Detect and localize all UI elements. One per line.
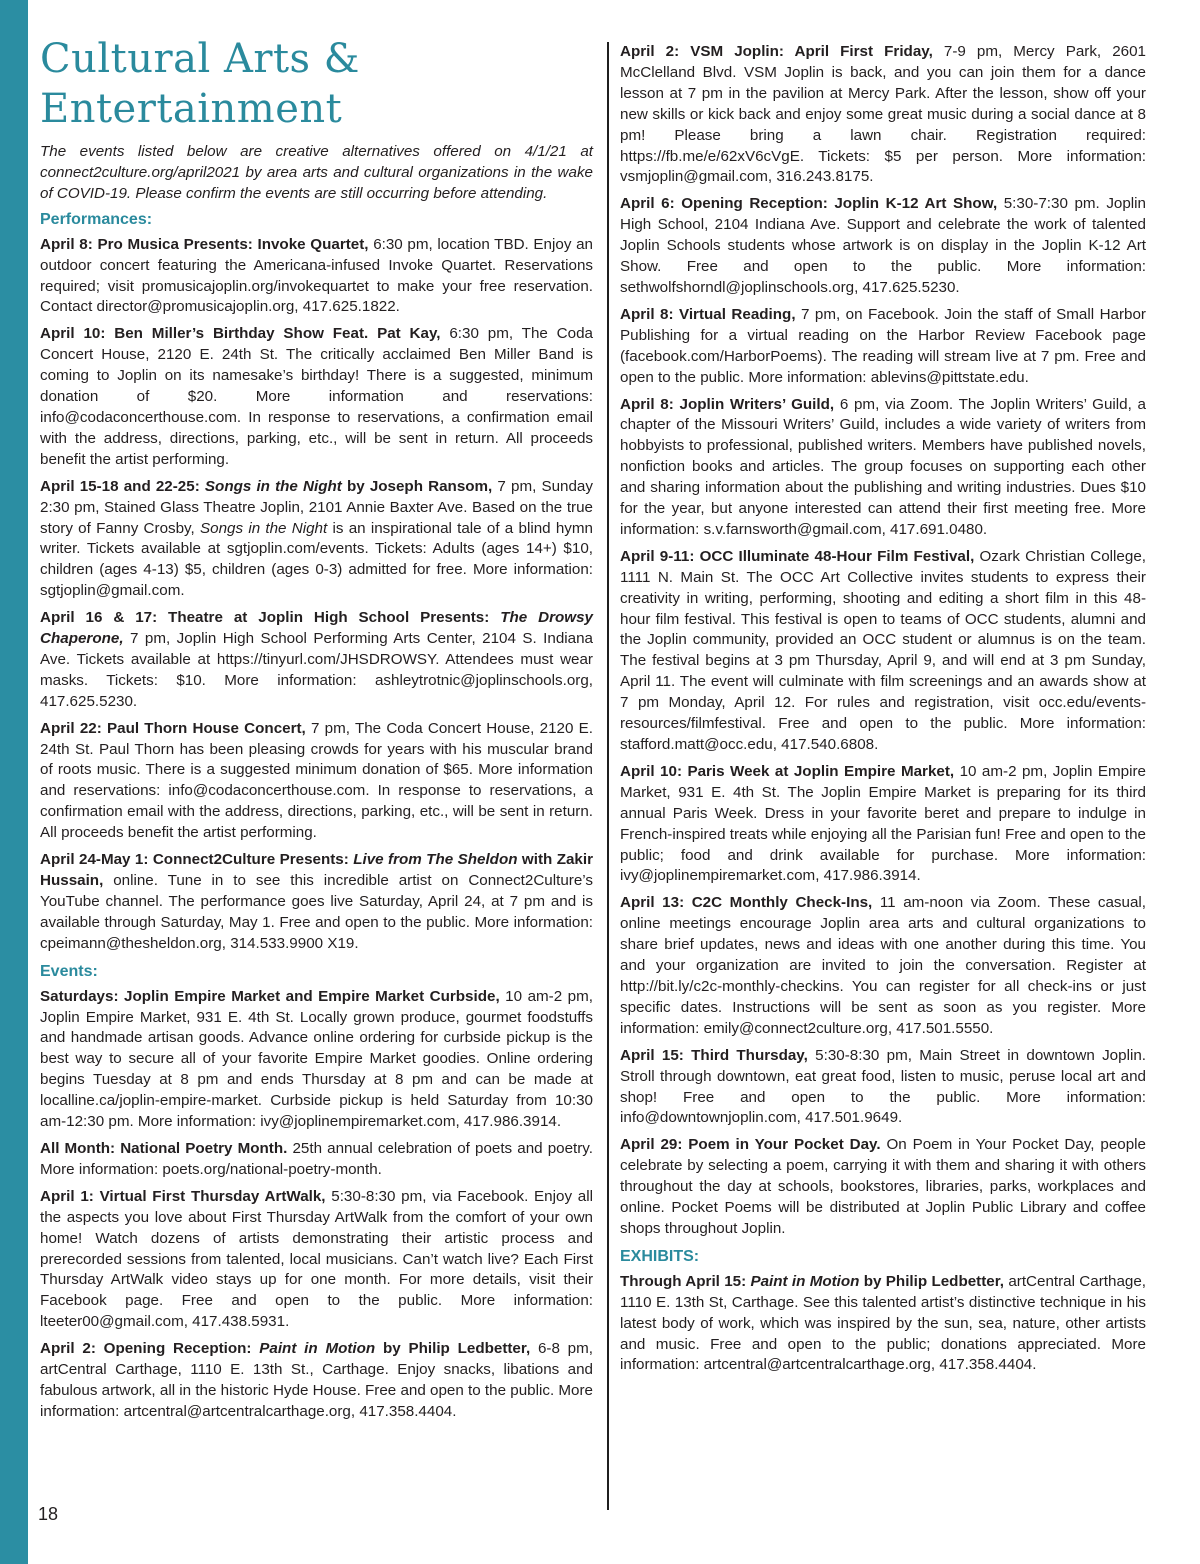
page-title: Cultural Arts & Entertainment	[40, 36, 360, 132]
event-item: April 10: Paris Week at Joplin Empire Market, 10 am-2 pm, Joplin Empire Market, 931 E. 4th St. The Joplin Empire Market is preparing for its third annual Paris Week. Dress in your favorite beret and prepare to indulge in French-inspired treats while enjoying all the Parisian fun! Free and open to the public; food and drink available for purchase. More information: ivy@joplinempiremarket.com, 417.986.3914.	[620, 762, 1146, 885]
event-item: April 8: Joplin Writers’ Guild, 6 pm, via Zoom. The Joplin Writers’ Guild, a chapter of the Missouri Writers’ Guild, includes a wide variety of writers from hobbyists to professional, published writers. Members have published novels, nonfiction books and articles. The group focuses on supporting each other and sharing information about the publishing and writing industries. Dues $10 for the year, but anyone interested can attend their first meeting free. More information: s.v.farnsworth@gmail.com, 417.691.0480.	[620, 395, 1147, 538]
exhibits-heading: EXHIBITS:	[620, 1247, 700, 1265]
event-item: April 6: Opening Reception: Joplin K-12 Art Show, 5:30-7:30 pm. Joplin High School, 2104 Indiana Ave. Support and celebrate the work of talented Joplin Schools students whose artwork is on display in the Joplin K-12 Art Show. Free and open to the public. More information: sethwolfshorndl@joplinschools.org, 417.625.5230.	[620, 195, 1146, 296]
event-item: April 24-May 1: Connect2Culture Presents: Live from The Sheldon with Zakir Hussain, online. Tune in to see this incredible artist on Connect2Culture’s YouTube channel. The performance goes live Saturday, April 24, at 7 pm and is available through Saturday, May 1. Free and open to the public. More information: cpeimann@thesheldon.org, 314.533.9900 X19.	[40, 851, 593, 952]
event-item: April 2: Opening Reception: Paint in Motion by Philip Ledbetter, 6-8 pm, artCentral Carthage, 1110 E. 13th St., Carthage. Enjoy snacks, libations and fabulous artwork, all in the historic Hyde House. Free and open to the public. More information: artcentral@artcentralcarthage.org, 417.358.4404.	[40, 1340, 593, 1420]
event-item: April 13: C2C Monthly Check-Ins, 11 am-noon via Zoom. These casual, online meetings encourage Joplin area arts and cultural organizations to share brief updates, news and ideas with one another during this time. You and your organization are invited to join the conversation. Register at http://bit.ly/c2c-monthly-checkins. You can register for all check-ins or just specific dates. Instructions will be sent as soon as you register. More information: emily@connect2culture.org, 417.501.5550.	[620, 894, 1146, 1037]
event-item: April 1: Virtual First Thursday ArtWalk, 5:30-8:30 pm, via Facebook. Enjoy all the aspects you love about First Thursday ArtWalk from the comfort of your own home! Watch dozens of artists demonstrating their artistic process and prerecorded sessions from talented, local musicians. Can’t watch live? Each First Thursday ArtWalk video stays up for one month. For more details, visit their Facebook page. Free and open to the public. More information: lteeter00@gmail.com, 417.438.5931.	[40, 1187, 593, 1331]
event-item: April 8: Virtual Reading, 7 pm, on Facebook. Join the staff of Small Harbor Publishing for a virtual reading on the Harbor Review Facebook page (facebook.com/HarborPoems). The reading will stream live at 7 pm. Free and open to the public. More information: ablevins@pittstate.edu.	[620, 305, 1146, 386]
exhibit-item: Through April 15: Paint in Motion by Philip Ledbetter, artCentral Carthage, 1110 E. 13th St, Carthage. See this talented artist’s distinctive technique in his latest body of work, which was inspired by the sun, sea, nature, other artists and music. Free and open to the public; donations appreciated. More information: artcentral@artcentralcarthage.org, 417.358.4404.	[620, 1272, 1146, 1374]
left-accent-bar	[0, 0, 28, 1564]
left-column	[40, 0, 593, 1429]
event-item: April 15-18 and 22-25: Songs in the Night by Joseph Ransom, 7 pm, Sunday 2:30 pm, Stained Glass Theatre Joplin, 2101 Annie Baxter Ave. Based on the true story of Fanny Crosby, Songs in the Night is an inspirational tale of a blind hymn writer. Tickets available at sgtjoplin.com/events. Tickets: Adults (ages 14+) $10, children (ages 4-13) $5, children (ages 0-3) admitted for free. More information: sgtjoplin@gmail.com.	[40, 477, 593, 600]
event-item: All Month: National Poetry Month. 25th annual celebration of poets and poetry. More information: poets.org/national-poetry-month.	[40, 1139, 593, 1178]
events-heading: Events:	[40, 962, 98, 980]
event-item: April 22: Paul Thorn House Concert, 7 pm, The Coda Concert House, 2120 E. 24th St. Paul Thorn has been pleasing crowds for years with his muscular brand of roots music. There is a suggested minimum donation of $65. More information and reservations: info@codaconcerthouse.com. In response to reservations, a confirmation email with the address, directions, parking, etc., will be sent in return. All proceeds benefit the artist performing.	[40, 719, 593, 842]
event-item: April 15: Third Thursday, 5:30-8:30 pm, Main Street in downtown Joplin. Stroll through downtown, eat great food, listen to music, peruse local art and shop! Free and open to the public. More information: info@downtownjoplin.com, 417.501.9649.	[620, 1046, 1146, 1127]
column-divider	[607, 42, 609, 1510]
right-column	[620, 42, 1146, 1382]
event-item: April 2: VSM Joplin: April First Friday, 7-9 pm, Mercy Park, 2601 McClelland Blvd. VSM Joplin is back, and you can join them for a dance lesson at 7 pm in the pavilion at Mercy Park. After the lesson, show off your new skills or kick back and enjoy some great music during a social dance at 8 pm! Please bring a lawn chair. Registration required: https://fb.me/e/62xV6cVgE. Tickets: $5 per person. More information: vsmjoplin@gmail.com, 316.243.8175.	[620, 43, 1146, 186]
intro-text: The events listed below are creative alternatives offered on 4/1/21 at connect2culture.org/april2021 by area arts and cultural organizations in the wake of COVID-19. Please confirm the events are still occurring before attending.	[40, 143, 593, 202]
event-item: April 29: Poem in Your Pocket Day. On Poem in Your Pocket Day, people celebrate by selecting a poem, carrying it with them and sharing it with others throughout the day at schools, bookstores, libraries, parks, workplaces and online. Pocket Poems will be distributed at Joplin Public Library and coffee shops throughout Joplin.	[620, 1136, 1147, 1237]
event-item: April 16 & 17: Theatre at Joplin High School Presents: The Drowsy Chaperone, 7 pm, Joplin High School Performing Arts Center, 2104 S. Indiana Ave. Tickets available at https://tinyurl.com/JHSDROWSY. Attendees must wear masks. Tickets: $10. More information: ashleytrotnic@joplinschools.org, 417.625.5230.	[40, 609, 593, 710]
performances-heading: Performances:	[40, 210, 153, 228]
event-item: April 10: Ben Miller’s Birthday Show Feat. Pat Kay, 6:30 pm, The Coda Concert House, 2120 E. 24th St. The critically acclaimed Ben Miller Band is coming to Joplin on its namesake’s birthday! There is a suggested, minimum donation of $20. More information and reservations: info@codaconcerthouse.com. In response to reservations, a confirmation email with the address, directions, parking, etc., will be sent in return. All proceeds benefit the artist performing.	[40, 325, 593, 468]
page-number: 18	[38, 1504, 59, 1524]
event-item: April 8: Pro Musica Presents: Invoke Quartet, 6:30 pm, location TBD. Enjoy an outdoor concert featuring the Americana-infused Invoke Quartet. Reservations required; visit promusicajoplin.org/invokequartet to make your free reservation. Contact director@promusicajoplin.org, 417.625.1822.	[40, 235, 593, 316]
event-item: April 9-11: OCC Illuminate 48-Hour Film Festival, Ozark Christian College, 1111 N. Main St. The OCC Art Collective invites students to express their creativity in writing, performing, shooting and editing a short film in this 48-hour film festival. This festival is open to teams of OCC students, alumni and the Joplin community, provided an OCC student or alumnus is on the team. The festival begins at 3 pm Thursday, April 9, and will end at 3 pm Sunday, April 11. The event will culminate with film screenings and an awards show at 7 pm Monday, April 12. For rules and registration, visit occ.edu/events-resources/filmfestival. Free and open to the public. More information: stafford.matt@occ.edu, 417.540.6808.	[620, 547, 1146, 753]
event-item: Saturdays: Joplin Empire Market and Empire Market Curbside, 10 am-2 pm, Joplin Empire Market, 931 E. 4th St. Locally grown produce, gourmet foodstuffs and handmade artisan goods. Advance online ordering for curbside pickup is the best way to secure all of your favorite Empire Market goodies. Online ordering begins Tuesday at 8 pm and ends Thursday at 8 pm and can be made at localline.ca/joplin-empire-market. Curbside pickup is held Saturday from 10:30 am-12:30 pm. More information: ivy@joplinempiremarket.com, 417.986.3914.	[40, 987, 593, 1131]
